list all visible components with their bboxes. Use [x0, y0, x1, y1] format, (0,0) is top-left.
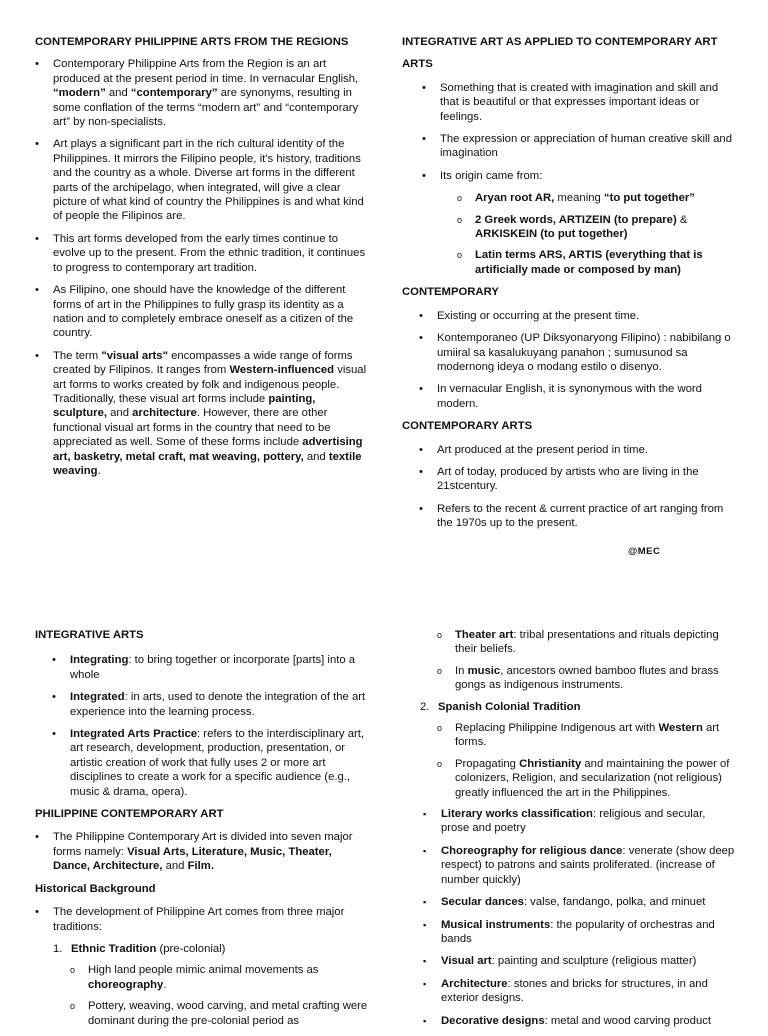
- sub-list: [70, 963, 368, 1028]
- list-item: ▪ Architecture: stones and bricks for structures, in and exterior designs.: [423, 977, 735, 1006]
- list-item: • Art plays a significant part in the rich cultural identity of the Philippines. It mirrors the Filipino people, it’s history, traditions and the country as a whole. Diverse art forms in the different parts of the archipelago, when integrated, will give a clear picture of what kind of country the Philippines is and what kind of people the Filipinos are.: [35, 137, 368, 223]
- list-item: o Theater art: tribal presentations and rituals depicting their beliefs.: [437, 628, 735, 657]
- list-item: o Propagating Christianity and maintaining the power of colonizers, Religion, and secularization (not religious) greatly influenced the art in the Philippines.: [437, 757, 735, 800]
- sub-list: [437, 721, 735, 800]
- list-item: ▪ Secular dances: valse, fandango, polka, and minuet: [423, 895, 735, 909]
- list-item: • Integrated Arts Practice: refers to the interdisciplinary art, art research, development, production, presentation, or artistic creation of work that fully uses 2 or more art disciplines to create a work for a specific audience (e.g., music & drama, opera).: [52, 727, 368, 799]
- section-heading: CONTEMPORARY: [402, 286, 499, 299]
- list-item: • Art produced at the present period in time.: [419, 443, 735, 457]
- list-item: o Pottery, weaving, wood carving, and metal crafting were dominant during the pre-colonial period as: [70, 999, 368, 1028]
- item-number: 2.: [420, 700, 430, 713]
- list-item: • The Philippine Contemporary Art is divided into seven major forms namely: Visual Arts, Literature, Music, Theater, Dance, Architecture, and Film.: [35, 830, 368, 873]
- list-item: • As Filipino, one should have the knowledge of the different forms of art in the Philippines to fully grasp its identity as a nation and to completely embrace oneself as a citizen of the country.: [35, 283, 368, 341]
- list-item: ▪ Musical instruments: the popularity of orchestras and bands: [423, 918, 735, 947]
- list-item: • Art of today, produced by artists who are living in the 21stcentury.: [419, 465, 735, 494]
- list-item: o 2 Greek words, ARTIZEIN (to prepare) & ARKISKEIN (to put together): [457, 213, 735, 242]
- list-item: ▪ Choreography for religious dance: venerate (show deep respect) to patrons and saints proliferated. (increase of number quickly): [423, 844, 735, 887]
- square-list: [423, 807, 735, 1028]
- list-item: o High land people mimic animal movements as choreography.: [70, 963, 368, 992]
- page2-left-column: [35, 628, 368, 1035]
- signature: @MEC: [628, 546, 661, 557]
- bullet-list: [419, 309, 735, 411]
- list-item: • The development of Philippine Art comes from three major traditions:: [35, 905, 368, 934]
- list-item: • This art forms developed from the early times continue to evolve up to the present. From the ethnic tradition, it continues to progress to contemporary art tradition.: [35, 232, 368, 275]
- bullet-list: [422, 81, 735, 183]
- list-item: • In vernacular English, it is synonymous with the word modern.: [419, 382, 735, 411]
- list-item: • Integrated: in arts, used to denote the integration of the art experience into the learning process.: [52, 690, 368, 719]
- list-item: • The expression or appreciation of human creative skill and imagination: [422, 132, 735, 161]
- list-item: o Replacing Philippine Indigenous art with Western art forms.: [437, 721, 735, 750]
- bullet-list: [52, 653, 368, 799]
- bullet-list: [35, 57, 368, 478]
- bullet-list: [35, 905, 368, 934]
- list-item: • Contemporary Philippine Arts from the Region is an art produced at the present period in time. In vernacular English, “modern” and “contemporary” are synonyms, resulting in some conflation of the terms “modern art” and “contemporary art” by non-specialists.: [35, 57, 368, 129]
- origin-list: [457, 191, 735, 277]
- section-heading: ARTS: [402, 58, 433, 71]
- list-item: • Something that is created with imagination and skill and that is beautiful or that expresses important ideas or feelings.: [422, 81, 735, 124]
- item-label: Spanish Colonial Tradition: [438, 700, 581, 713]
- section-heading: PHILIPPINE CONTEMPORARY ART: [35, 808, 224, 821]
- section-heading: CONTEMPORARY ARTS: [402, 420, 533, 433]
- list-item: ▪ Literary works classification: religious and secular, prose and poetry: [423, 807, 735, 836]
- item-label: Ethnic Tradition (pre-colonial): [71, 942, 226, 955]
- list-item: • The term "visual arts" encompasses a wide range of forms created by Filipinos. It ranges from Western-influenced visual art forms to works created by folk and indigenous people. Traditionally, these visual art forms include painting, sculpture, and architecture. However, there are other functional visual art forms in the country that need to be appreciated as well. Some of these forms include advertising art, basketry, metal craft, mat weaving, pottery, and textile weaving.: [35, 349, 368, 479]
- bullet-list: [35, 830, 368, 873]
- list-item: o Latin terms ARS, ARTIS (everything that is artificially made or composed by man): [457, 248, 735, 277]
- list-item: • Existing or occurring at the present time.: [419, 309, 735, 323]
- section-heading: INTEGRATIVE ARTS: [35, 629, 144, 641]
- list-item: • Integrating: to bring together or incorporate [parts] into a whole: [52, 653, 368, 682]
- list-item: ▪ Decorative designs: metal and wood carving product: [423, 1014, 735, 1028]
- numbered-item: [420, 700, 735, 714]
- bullet-list: [419, 443, 735, 531]
- list-item: o In music, ancestors owned bamboo flutes and brass gongs as indigenous instruments.: [437, 664, 735, 693]
- page1-right-column: [402, 35, 735, 539]
- list-item: o Aryan root AR, meaning “to put together”: [457, 191, 735, 205]
- section-heading: CONTEMPORARY PHILIPPINE ARTS FROM THE REGIONS: [35, 36, 349, 48]
- page1-left-column: [35, 35, 368, 486]
- section-heading: Historical Background: [35, 882, 156, 895]
- list-item: • Its origin came from:: [422, 169, 735, 183]
- list-item: • Refers to the recent & current practice of art ranging from the 1970s up to the present.: [419, 502, 735, 531]
- page2-right-column: [420, 628, 735, 1036]
- numbered-item: [53, 942, 368, 956]
- sub-list: [437, 628, 735, 693]
- list-item: • Kontemporaneo (UP Diksyonaryong Filipino) : nabibilang o umiiral sa kasalukuyang panahon ; sumusunod sa modernong ideya o modang estilo o disenyo.: [419, 331, 735, 374]
- section-heading: INTEGRATIVE ART AS APPLIED TO CONTEMPORARY ART: [402, 36, 718, 48]
- item-number: 1.: [53, 942, 63, 955]
- list-item: ▪ Visual art: painting and sculpture (religious matter): [423, 954, 735, 968]
